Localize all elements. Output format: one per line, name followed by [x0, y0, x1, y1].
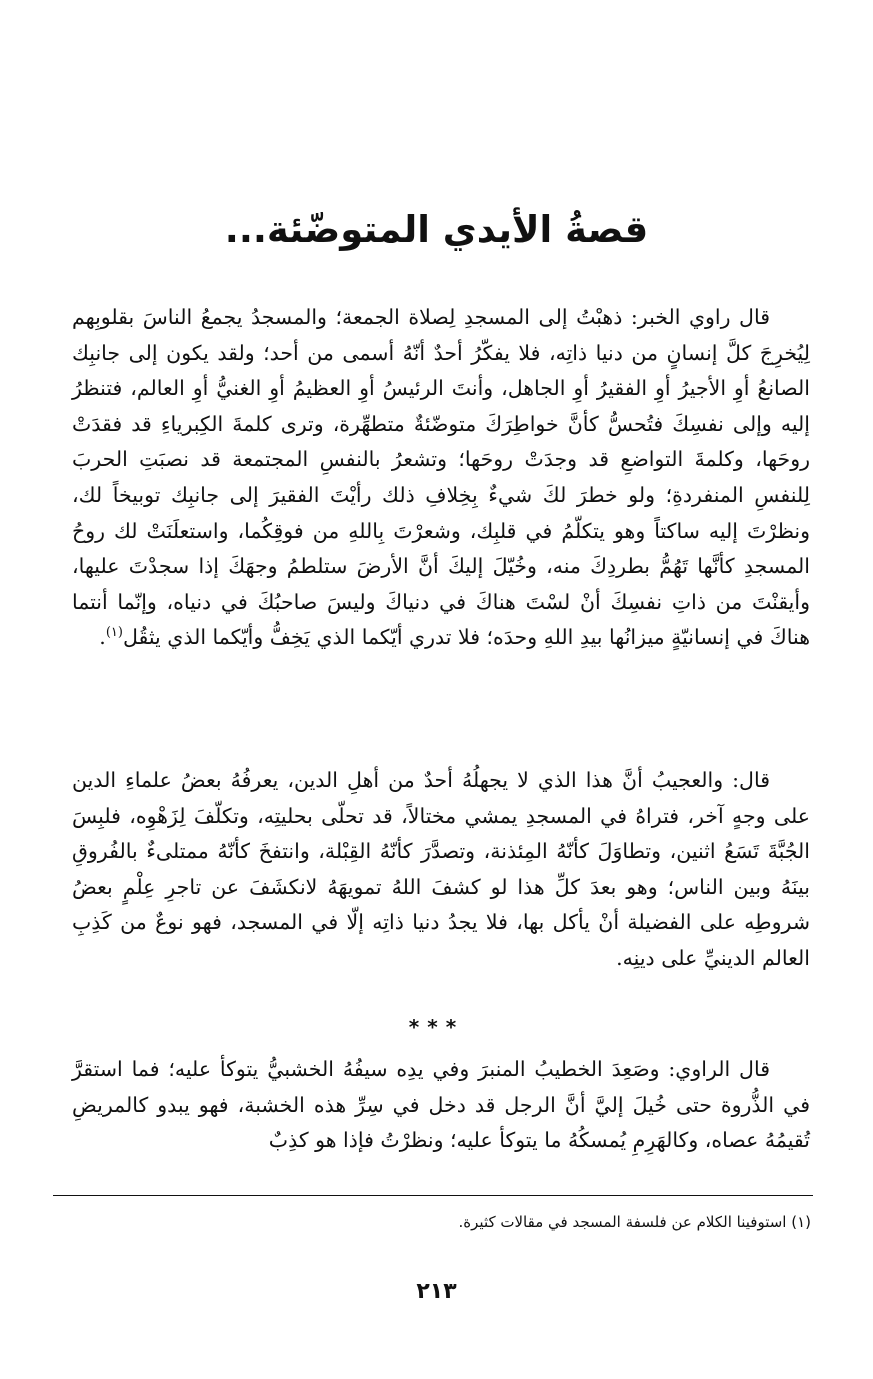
footnote-divider: [53, 1195, 813, 1196]
paragraph-1-end: .: [99, 625, 106, 650]
paragraph-1-text: قال راوي الخبر: ذهبْتُ إلى المسجدِ لِصلاة الجمعة؛ والمسجدُ يجمعُ الناسَ بقلوبِهم لِيُخرِجَ كلَّ إنسانٍ من دنيا ذاتِه، فلا يفكّرُ أحدٌ أنّهُ أسمى من أحد؛ ولقد يكون إلى جانبِك الصانعُ أوِ الأجيرُ أوِ الفقيرُ أوِ الجاهل، وأنتَ الرئيسُ أوِ العظيمُ أوِ الغنيُّ أوِ العالم، فتنظرُ إليه وإلى نفسِكَ فتُحسُّ كأنَّ خواطِرَكَ متوضّئةٌ متطهِّرة، وترى كلمةَ الكِبرياءِ قد فقدَتْ روحَها، وكلمةَ التواضعِ قد وجدَتْ روحَها؛ وتشعرُ بالنفسِ المجتمعة قد نصبَتِ الحربَ لِلنفسِ المنفردةِ؛ ولو خطرَ لكَ شيءٌ بِخِلافِ ذلك رأيْتَ الفقيرَ إلى جانبِك توبيخاً لك، ونظرْتَ إليه ساكتاً وهو يتكلّمُ في قلبِك، وشعرْتَ بِاللهِ من فوقِكُما، واستعلَنَتْ لك روحُ المسجدِ كأنَّها تَهُمُّ بطردِكَ منه، وخُيّلَ إليكَ أنَّ الأرضَ ستلطمُ وجهَكَ إذا سجدْتَ عليها، وأيقنْتَ من ذاتِ نفسِكَ أنْ لسْتَ هناكَ في دنياكَ وليسَ صاحبُكَ في دنياه، وإنّما أنتما هناكَ في إنسانيّةٍ ميزانُها بيدِ اللهِ وحدَه؛ فلا تدري أيّكما الذي يَخِفُّ وأيّكما الذي يثقُل: [72, 305, 810, 650]
page-number: ٢١٣: [416, 1279, 457, 1304]
footnote: (١) استوفينا الكلام عن فلسفة المسجد في مقالات كثيرة.: [458, 1213, 811, 1231]
paragraph-3: قال الراوي: وصَعِدَ الخطيبُ المنبرَ وفي يدِه سيفُهُ الخشبيُّ يتوكأ عليه؛ فما استقرَّ في الذُّروة حتى خُيلَ إليَّ أنَّ الرجل قد دخل في سِرِّ هذه الخشبة، فهو يبدو كالمريضِ تُقيمُهُ عصاه، وكالهَرِمِ يُمسكُهُ ما يتوكأ عليه؛ ونظرْتُ فإذا هو كذِبٌ: [72, 1057, 810, 1153]
paragraph-1: [72, 300, 810, 656]
section-separator: ***: [408, 1015, 465, 1039]
chapter-title: قصةُ الأيدي المتوضّئة...: [224, 208, 649, 251]
footnote-reference: (١): [105, 625, 123, 641]
paragraph-2: قال: والعجيبُ أنَّ هذا الذي لا يجهلُهُ أحدٌ من أهلِ الدين، يعرفُهُ بعضُ علماءِ الدين على وجهٍ آخر، فتراهُ في المسجدِ يمشي مختالاً، قد تحلّى بحليتِه، وتكلّفَ لِزَهْوِه، فلبِسَ الجُبَّةَ تَسَعُ اثنين، وتطاوَلَ كأنّهُ المِئذنة، وتصدَّرَ كأنّهُ القِبْلة، وانتفخَ كأنّهُ ممتلىءٌ بالفُروقِ بينَهُ وبين الناس؛ وهو بعدَ كلِّ هذا لو كشفَ اللهُ تمويهَهُ لانكشَفَ عن تاجرِ عِلْمٍ بعضُ شروطِه على الفضيلة أنْ يأكل بها، فلا يجدُ دنيا ذاتِه إلّا في المسجد، فهو نوعٌ من كَذِبِ العالم الدينيِّ على دينِه.: [72, 768, 810, 970]
